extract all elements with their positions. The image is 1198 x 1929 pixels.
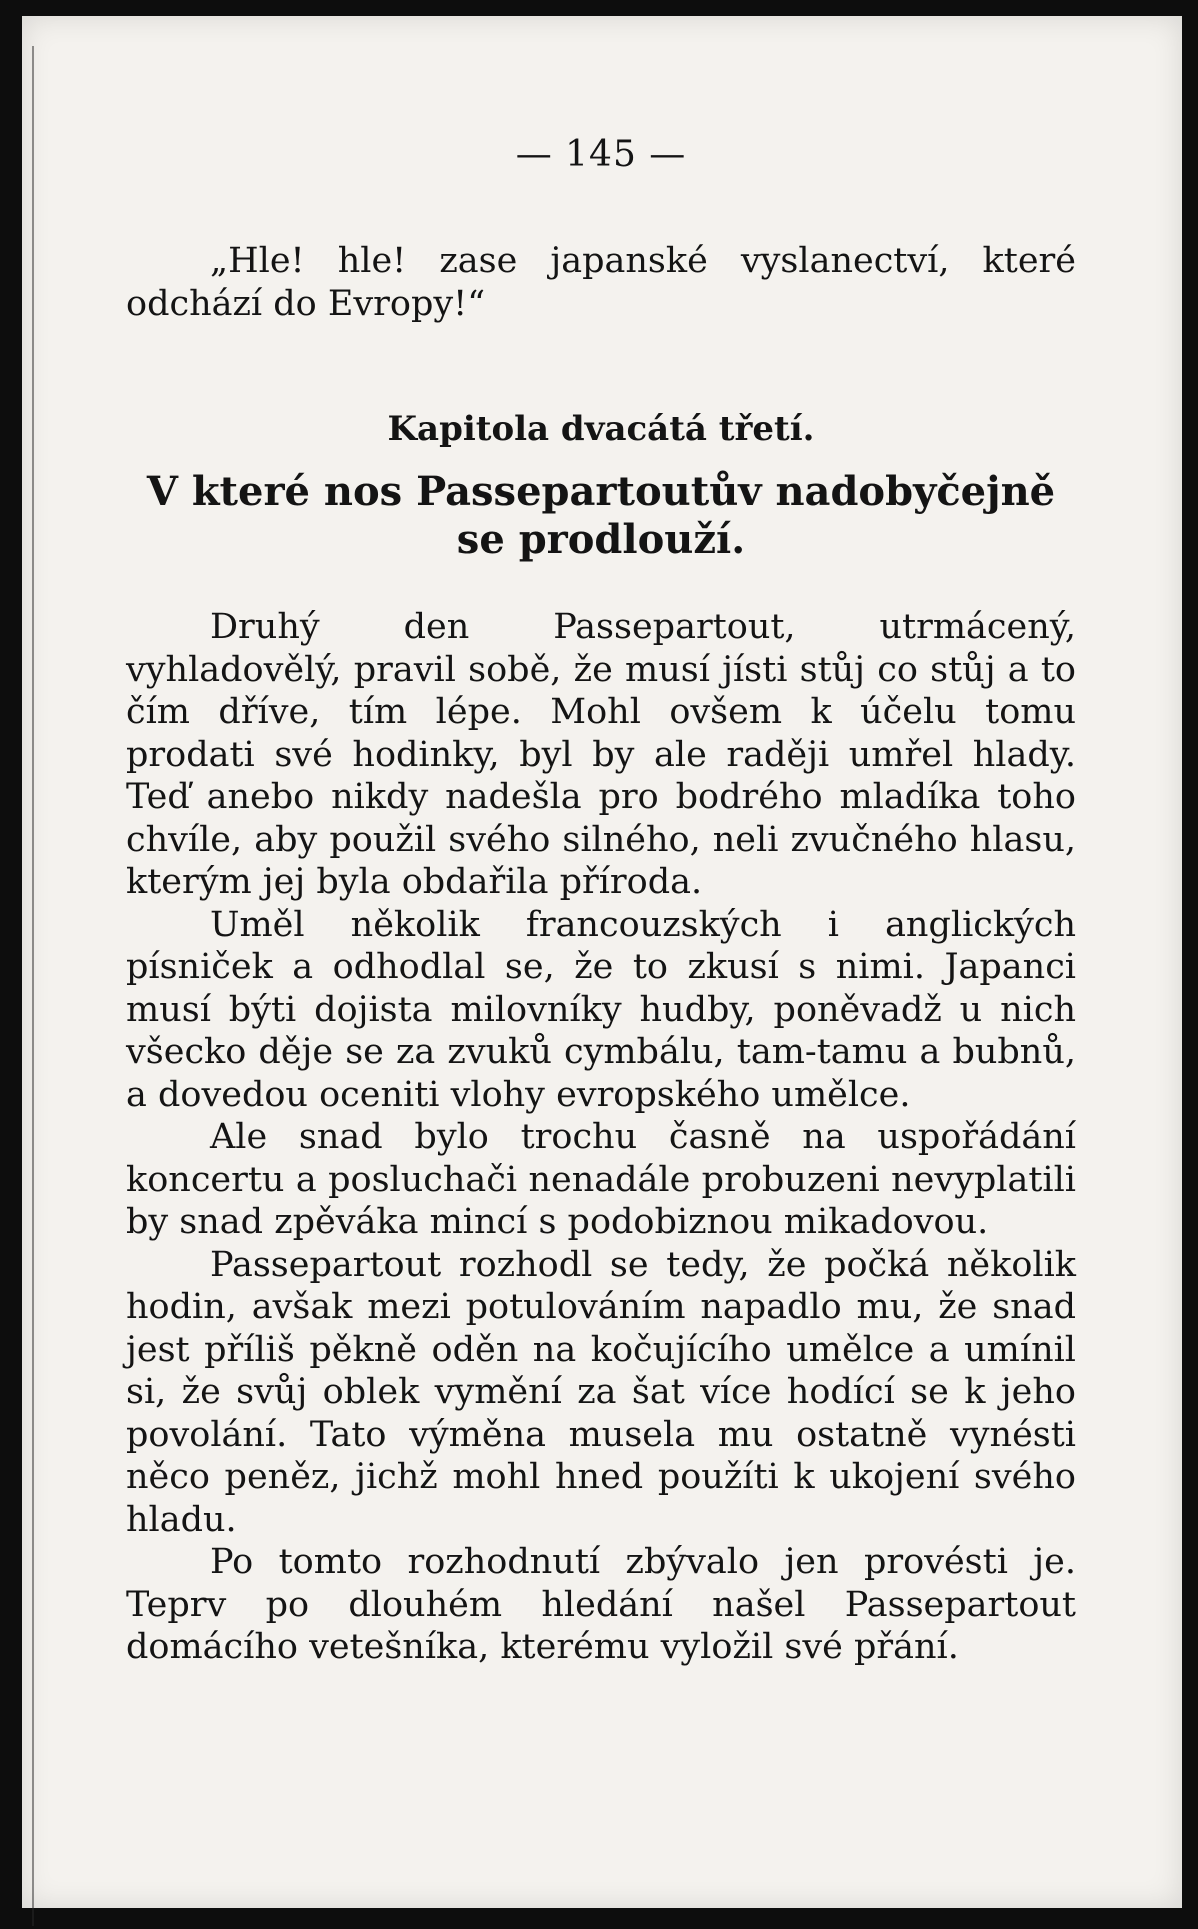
chapter-title: V které nos Passepartoutův nadobyčejně se prodlouží. (146, 468, 1056, 563)
paragraph: Ale snad bylo trochu časně na uspořádání koncertu a posluchači nenadále probuzeni nevyplatili by snad zpěváka mincí s podobiznou mikadovou. (126, 1117, 1076, 1242)
book-page (22, 16, 1182, 1908)
closing-quote: „Hle! hle! zase japanské vyslanectví, které odchází do Evropy!“ (126, 241, 1076, 324)
paragraph: Passepartout rozhodl se tedy, že počká několik hodin, avšak mezi potulováním napadlo mu, že snad jest příliš pěkně oděn na kočujícího umělce a umínil si, že svůj oblek vymění za šat více hodící se k jeho povolání. Tato výměna musela mu ostatně vynésti něco peněz, jichž mohl hned použíti k ukojení svého hladu. (126, 1244, 1076, 1540)
page-number: — 145 — (515, 134, 687, 175)
page-edge (32, 46, 42, 1926)
paragraph: Druhý den Passepartout, utrmácený, vyhladovělý, pravil sobě, že musí jísti stůj co stůj a to čím dříve, tím lépe. Mohl ovšem k účelu tomu prodati své hodinky, byl by ale raději umřel hlady. Teď anebo nikdy nadešla pro bodrého mladíka toho chvíle, aby použil svého silného, neli zvučného hlasu, kterým jej byla obdařila příroda. (126, 607, 1076, 902)
paragraph: Po tomto rozhodnutí zbývalo jen provésti je. Teprv po dlouhém hledání našel Passepartout domácího vetešníka, kterému vyložil své přání. (126, 1542, 1076, 1667)
paragraph: Uměl několik francouzských i anglických písniček a odhodlal se, že to zkusí s nimi. Japanci musí býti dojista milovníky hudby, poněvadž u nich všecko děje se za zvuků cymbálu, tam-tamu a bubnů, a dovedou oceniti vlohy evropského umělce. (126, 904, 1076, 1115)
body-text (126, 606, 1076, 1669)
chapter-label: Kapitola dvacátá třetí. (387, 409, 815, 449)
